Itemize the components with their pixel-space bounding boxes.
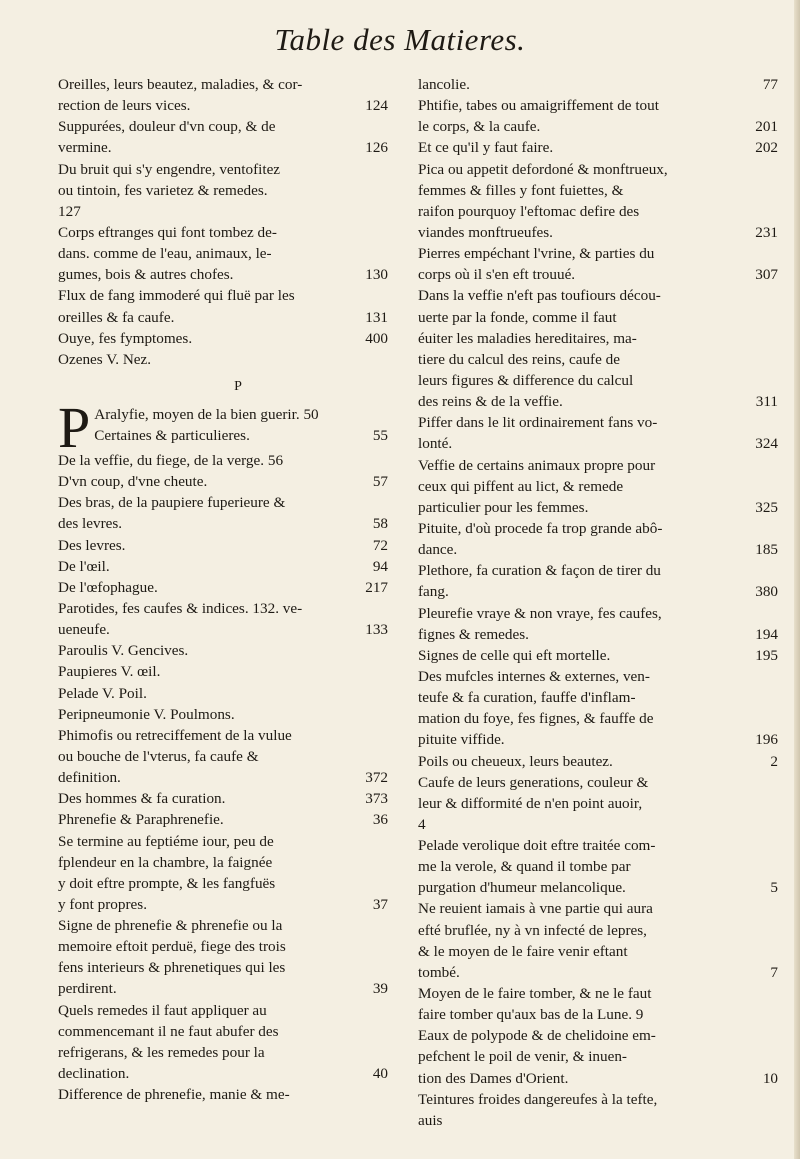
index-entry: Oreilles, leurs beautez, maladies, & cor-	[58, 76, 303, 93]
page-number: 372	[365, 769, 388, 787]
page-number: 124	[365, 97, 388, 115]
index-entry: pefchent le poil de venir, & inuen-	[418, 1048, 627, 1066]
entry-text: definition.	[58, 769, 121, 787]
index-entry	[58, 809, 388, 830]
index-entry	[58, 137, 388, 158]
entry-text: Et ce qu'il y faut faire.	[418, 139, 554, 157]
index-entry: Signe de phrenefie & phrenefie ou la	[58, 917, 283, 935]
index-entry: Se termine au feptiéme iour, peu de	[58, 832, 274, 850]
entry-text: viandes monftrueufes.	[418, 223, 553, 241]
index-entry: Paroulis V. Gencives.	[58, 642, 189, 660]
index-entry	[418, 433, 778, 454]
index-entry: Pleurefie vraye & non vraye, fes caufes,	[418, 604, 662, 622]
entry-text: corps où il s'en eft trouué.	[418, 266, 576, 284]
index-entry: leurs figures & difference du calcul	[418, 371, 634, 389]
index-entry: dans. comme de l'eau, animaux, le-	[58, 245, 272, 263]
entry-text: des levres.	[58, 515, 123, 533]
index-entry: fplendeur en la chambre, la faignée	[58, 853, 273, 871]
index-entry	[58, 307, 388, 328]
entry-text: Ouye, fes fymptomes.	[58, 329, 193, 347]
page-number: 10	[762, 1069, 778, 1087]
index-entry: Paupieres V. œil.	[58, 663, 161, 681]
entry-text: De l'œfophague.	[58, 578, 158, 596]
entry-text: Poils ou cheueux, leurs beautez.	[418, 752, 613, 770]
entry-text: y font propres.	[58, 895, 147, 913]
entry-text: De l'œil.	[58, 557, 110, 575]
entry-text: gumes, bois & autres chofes.	[58, 266, 234, 284]
drop-cap: P	[58, 394, 91, 460]
entry-text: perdirent.	[58, 980, 117, 998]
index-entry: Piffer dans le lit ordinairement fans vo-	[418, 414, 658, 432]
entry-text: lonté.	[418, 435, 453, 453]
index-entry	[418, 1068, 778, 1089]
index-entry: faire tomber qu'aux bas de la Lune. 9	[418, 1006, 644, 1024]
index-entry: Phimofis ou retreciffement de la vulue	[58, 726, 292, 744]
entry-text: Des hommes & fa curation.	[58, 790, 226, 808]
index-entry	[58, 788, 388, 809]
index-entry	[418, 116, 778, 137]
page-number: 311	[755, 393, 778, 411]
entry-text: purgation d'humeur melancolique.	[418, 879, 626, 897]
page-number: 131	[365, 308, 388, 326]
index-entry: 127	[58, 202, 81, 220]
index-entry: Plethore, fa curation & façon de tirer du	[418, 562, 661, 580]
index-entry	[418, 729, 778, 750]
page-number: 307	[755, 266, 778, 284]
page-number: 130	[365, 266, 388, 284]
page-number: 7	[770, 963, 778, 981]
page-number: 400	[365, 329, 388, 347]
index-entry: mation du foye, fes fignes, & fauffe de	[418, 710, 654, 728]
index-entry: Eaux de polypode & de chelidoine em-	[418, 1027, 656, 1045]
index-entry: Peripneumonie V. Poulmons.	[58, 705, 235, 723]
index-entry: auis	[418, 1111, 443, 1129]
index-entry	[58, 767, 388, 788]
page-number: 373	[365, 790, 388, 808]
page-number: 94	[372, 557, 388, 575]
index-entry: Des bras, de la paupiere fuperieure &	[58, 494, 286, 512]
index-entry	[58, 95, 388, 116]
entry-text: Certaines & particulieres.	[94, 427, 250, 445]
index-entry	[58, 264, 388, 285]
index-entry: Aralyfie, moyen de la bien guerir. 50	[94, 405, 319, 423]
index-entry	[58, 556, 388, 577]
entry-text: particulier pour les femmes.	[418, 498, 589, 516]
page-number: 126	[365, 139, 388, 157]
index-entry: Quels remedes il faut appliquer au	[58, 1001, 267, 1019]
index-entry	[418, 645, 778, 666]
index-entry	[58, 894, 388, 915]
index-entry: 4	[418, 815, 426, 833]
page-number: 57	[372, 473, 388, 491]
entry-text: rection de leurs vices.	[58, 97, 191, 115]
page-number: 58	[372, 515, 388, 533]
index-entry	[418, 391, 778, 412]
page-number: 55	[372, 427, 388, 445]
page-number: 231	[755, 223, 778, 241]
index-entry: Moyen de le faire tomber, & ne le faut	[418, 985, 652, 1003]
entry-text: Signes de celle qui eft mortelle.	[418, 646, 611, 664]
index-entry: ceux qui piffent au lict, & remede	[418, 477, 624, 495]
index-entry: efté bruflée, ny à vn infecté de lepres,	[418, 921, 647, 939]
index-entry: Difference de phrenefie, manie & me-	[58, 1086, 290, 1104]
index-entry: ou tintoin, fes varietez & remedes.	[58, 181, 268, 199]
entry-text: pituite viffide.	[418, 731, 505, 749]
index-entry: fens interieurs & phrenetiques qui les	[58, 959, 286, 977]
page-number: 5	[770, 879, 778, 897]
page-number: 77	[762, 76, 778, 93]
page-number: 380	[755, 583, 778, 601]
index-entry: Des mufcles internes & externes, ven-	[418, 667, 650, 685]
index-entry: teufe & fa curation, fauffe d'inflam-	[418, 689, 636, 707]
index-entry	[58, 1063, 388, 1084]
entry-text: D'vn coup, d'vne cheute.	[58, 473, 208, 491]
page-number: 39	[372, 980, 388, 998]
index-entry: y doit eftre prompte, & les fangfuës	[58, 874, 276, 892]
index-entry: Caufe de leurs generations, couleur &	[418, 773, 649, 791]
entry-text: fignes & remedes.	[418, 625, 529, 643]
index-entry	[58, 619, 388, 640]
page-number: 40	[372, 1065, 388, 1083]
page-number: 133	[365, 621, 388, 639]
index-entry: Pica ou appetit defordoné & monftrueux,	[418, 160, 668, 178]
index-entry	[58, 471, 388, 492]
index-entry	[58, 513, 388, 534]
page-number: 37	[372, 895, 388, 913]
index-entry: Flux de fang immoderé qui fluë par les	[58, 287, 295, 305]
index-entry: tiere du calcul des reins, caufe de	[418, 350, 620, 368]
index-entry	[58, 328, 388, 349]
page-number: 195	[755, 646, 778, 664]
index-entry: Du bruit qui s'y engendre, ventofitez	[58, 160, 281, 178]
entry-text: vermine.	[58, 139, 112, 157]
index-entry: Suppurées, douleur d'vn coup, & de	[58, 118, 276, 136]
index-entry: Dans la veffie n'eft pas toufiours décou-	[418, 287, 661, 305]
index-entry: Pituite, d'où procede fa trop grande abô-	[418, 519, 663, 537]
index-entry: raifon pourquoy l'eftomac defire des	[418, 202, 640, 220]
index-entry: Pierres empéchant l'vrine, & parties du	[418, 245, 655, 263]
entry-text: dance.	[418, 541, 458, 559]
section-letter: P	[234, 378, 242, 394]
index-entry	[418, 74, 778, 95]
page-number: 185	[755, 541, 778, 559]
index-entry	[418, 624, 778, 645]
entry-text: tombé.	[418, 963, 460, 981]
index-entry: Corps eftranges qui font tombez de-	[58, 223, 277, 241]
left-column	[58, 74, 388, 1105]
entry-text: oreilles & fa caufe.	[58, 308, 175, 326]
page-number: 36	[372, 811, 388, 829]
index-entry: De la veffie, du fiege, de la verge. 56	[58, 451, 284, 469]
index-entry	[418, 137, 778, 158]
page-number: 196	[755, 731, 778, 749]
index-entry	[58, 535, 388, 556]
index-entry	[418, 877, 778, 898]
index-entry: Parotides, fes caufes & indices. 132. ve-	[58, 599, 303, 617]
index-entry	[418, 751, 778, 772]
index-entry: Phtifie, tabes ou amaigriffement de tout	[418, 97, 659, 115]
index-entry: femmes & filles y font fuiettes, &	[418, 181, 624, 199]
index-entry	[418, 497, 778, 518]
entry-text: Phrenefie & Paraphrenefie.	[58, 811, 224, 829]
index-entry	[418, 581, 778, 602]
page-number: 324	[755, 435, 778, 453]
page-number: 194	[755, 625, 778, 643]
entry-text: le corps, & la caufe.	[418, 118, 541, 136]
page-number: 217	[365, 578, 388, 596]
index-entry: me la verole, & quand il tombe par	[418, 858, 631, 876]
index-entry: Pelade verolique doit eftre traitée com-	[418, 837, 656, 855]
index-entry	[418, 962, 778, 983]
page-edge	[794, 0, 800, 1159]
entry-text: fang.	[418, 583, 449, 601]
entry-text: tion des Dames d'Orient.	[418, 1069, 569, 1087]
page-number: 201	[755, 118, 778, 136]
index-entry: éuiter les maladies hereditaires, ma-	[418, 329, 637, 347]
entry-text: Des levres.	[58, 536, 126, 554]
index-entry	[58, 978, 388, 999]
index-entry: refrigerans, & les remedes pour la	[58, 1043, 265, 1061]
index-entry: ou bouche de l'vterus, fa caufe &	[58, 747, 259, 765]
page-number: 202	[755, 139, 778, 157]
index-entry: Ozenes V. Nez.	[58, 350, 152, 368]
index-entry: Teintures froides dangereufes à la tefte,	[418, 1090, 658, 1108]
index-entry: & le moyen de le faire venir eftant	[418, 942, 628, 960]
index-entry: Pelade V. Poil.	[58, 684, 147, 702]
entry-text: declination.	[58, 1065, 130, 1083]
index-entry: commencemant il ne faut abufer des	[58, 1022, 279, 1040]
index-entry	[418, 264, 778, 285]
entry-text: ueneufe.	[58, 621, 110, 639]
index-entry	[58, 577, 388, 598]
index-entry: Veffie de certains animaux propre pour	[418, 456, 656, 474]
entry-text: lancolie.	[418, 76, 470, 93]
index-entry	[94, 425, 388, 446]
page-header: Table des Matieres.	[274, 22, 526, 57]
index-entry	[418, 539, 778, 560]
page-number: 325	[755, 498, 778, 516]
index-entry: leur & difformité de n'en point auoir,	[418, 794, 643, 812]
page-number: 2	[770, 752, 778, 770]
index-entry: uerte par la fonde, comme il faut	[418, 308, 617, 326]
index-entry	[418, 222, 778, 243]
entry-text: des reins & de la veffie.	[418, 393, 563, 411]
index-entry: Ne reuient iamais à vne partie qui aura	[418, 900, 653, 918]
index-entry: memoire eftoit perduë, fiege des trois	[58, 938, 286, 956]
page-number: 72	[372, 536, 388, 554]
right-column	[418, 74, 778, 1131]
